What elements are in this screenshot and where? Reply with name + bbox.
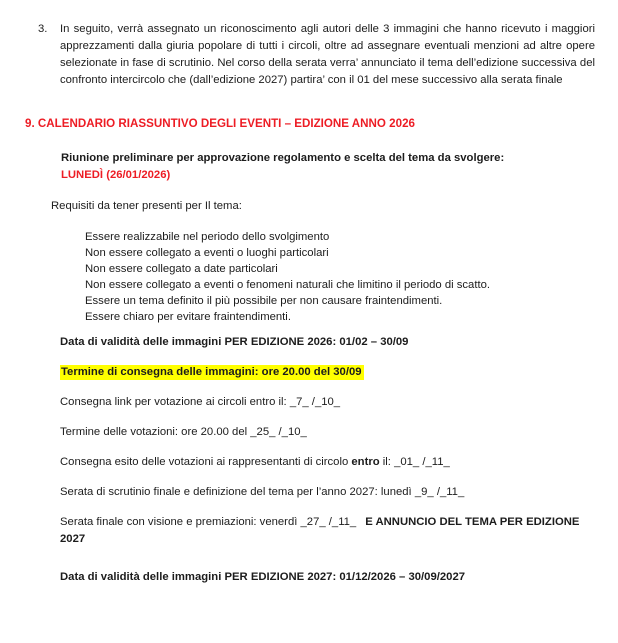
section-heading: 9. CALENDARIO RIASSUNTIVO DEGLI EVENTI – EDIZIONE ANNO 2026 [25, 117, 415, 130]
requirement-item: Essere realizzabile nel periodo dello svolgimento [85, 231, 330, 243]
meeting-date: LUNEDÌ (26/01/2026) [61, 169, 171, 181]
requirements-list [85, 229, 595, 325]
highlighted-text: Termine di consegna delle immagini: ore 20.00 del 30/09 [61, 366, 362, 378]
results-bold-word: entro [351, 456, 380, 468]
final-night-line [60, 514, 595, 548]
validity-2027-line: Data di validità delle immagini PER EDIZIONE 2027: 01/12/2026 – 30/09/2027 [60, 571, 466, 583]
paragraph-text: In seguito, verrà assegnato un riconoscimento agli autori delle 3 immagini che hanno ricevuto i maggiori apprezzamenti dalla giuria popolare di tutti i circoli, oltre ad assegnare eventuali menzioni ad altre opere selezionate in fase di scrutinio. Nel corso della serata verra’ annunciato il tema dell’edizione successiva del confronto intercircolo che (dall’edizione 2027) partira’ con il 01 del mese successivo alla serata finale [60, 23, 595, 86]
results-suffix: il: _01_ /_11_ [379, 456, 450, 468]
validity-2026-line: Data di validità delle immagini PER EDIZIONE 2026: 01/02 – 30/09 [60, 336, 409, 348]
requirement-item: Non essere collegato a eventi o fenomeni naturali che limitino il periodo di scatto. [85, 279, 491, 291]
final-night-announcement: E ANNUNCIO DEL TEMA PER EDIZIONE 2027 [60, 516, 580, 545]
voting-end-line: Termine delle votazioni: ore 20.00 del _25_ /_10_ [60, 426, 307, 438]
results-prefix: Consegna esito delle votazioni ai rappresentanti di circolo [60, 456, 352, 468]
requirement-item: Essere un tema definito il più possibile per non causare fraintendimenti. [85, 295, 443, 307]
scrutiny-night-line: Serata di scrutinio finale e definizione del tema per l’anno 2027: lunedì _9_ /_11_ [60, 486, 465, 498]
requirement-item: Essere chiaro per evitare fraintendimenti. [85, 311, 291, 323]
paragraph-number: 3. [38, 23, 48, 35]
delivery-deadline-line [60, 364, 595, 381]
voting-link-line: Consegna link per votazione ai circoli entro il: _7_ /_10_ [60, 396, 341, 408]
numbered-paragraph-3 [38, 21, 595, 89]
document-page [0, 21, 618, 643]
preliminary-meeting-block [61, 150, 595, 184]
requirement-item: Non essere collegato a eventi o luoghi particolari [85, 247, 329, 259]
results-deadline-line [60, 454, 595, 471]
meeting-label: Riunione preliminare per approvazione regolamento e scelta del tema da svolgere: [61, 152, 505, 164]
final-night-prefix: Serata finale con visione e premiazioni: venerdì _27_ /_11_ [60, 516, 357, 528]
requirements-intro: Requisiti da tener presenti per Il tema: [51, 200, 242, 212]
requirement-item: Non essere collegato a date particolari [85, 263, 278, 275]
